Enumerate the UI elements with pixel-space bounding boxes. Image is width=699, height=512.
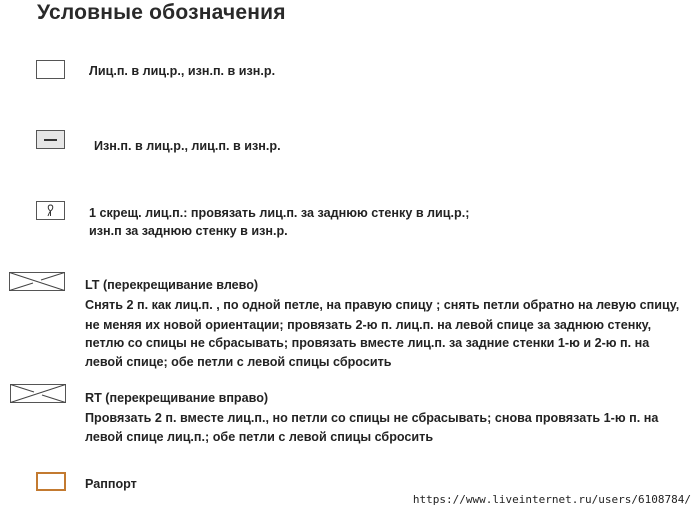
- legend-text-twist-1: 1 скрещ. лиц.п.: провязать лиц.п. за заднюю стенку в лиц.р.;: [89, 206, 470, 220]
- legend-lt-line-2: не меняя их новой ориентации; провязать 2-ю п. лиц.п. на левой спице за заднюю стенку,: [85, 318, 652, 332]
- legend-rt-line-1: Провязать 2 п. вместе лиц.п., но петли со спицы не сбрасывать; снова провязать 1-ю п. на: [85, 411, 659, 425]
- legend-text-twist-2: изн.п за заднюю стенку в изн.р.: [89, 224, 288, 238]
- legend-rt-title: RT (перекрещивание вправо): [85, 391, 269, 405]
- rapport-box-icon: [36, 472, 66, 491]
- legend-lt-line-1: Снять 2 п. как лиц.п. , по одной петле, на правую спицу ; снять петли обратно на левую спицу,: [85, 298, 680, 312]
- legend-text-rapport: Раппорт: [85, 477, 137, 491]
- page-title: Условные обозначения: [37, 1, 286, 24]
- purl-dash-square-icon: [36, 130, 65, 149]
- empty-square-icon: [36, 60, 65, 79]
- legend-lt-line-3: петлю со спицы не сбрасывать; провязать вместе лиц.п. за задние стенки 1-ю и 2-ю п. на: [85, 336, 650, 350]
- legend-lt-title: LT (перекрещивание влево): [85, 278, 259, 292]
- source-url: https://www.liveinternet.ru/users/6108784/: [412, 493, 691, 506]
- legend-text-purl: Изн.п. в лиц.р., лиц.п. в изн.р.: [94, 139, 281, 153]
- cross-right-icon: [10, 384, 66, 408]
- cross-left-icon: [9, 272, 65, 296]
- legend-rt-line-2: левой спице лиц.п.; обе петли с левой спицы сбросить: [85, 430, 434, 444]
- twisted-stitch-icon: [36, 201, 65, 220]
- legend-text-knit: Лиц.п. в лиц.р., изн.п. в изн.р.: [89, 64, 276, 78]
- legend-lt-line-4: левой спице; обе петли с левой спицы сбросить: [85, 355, 392, 369]
